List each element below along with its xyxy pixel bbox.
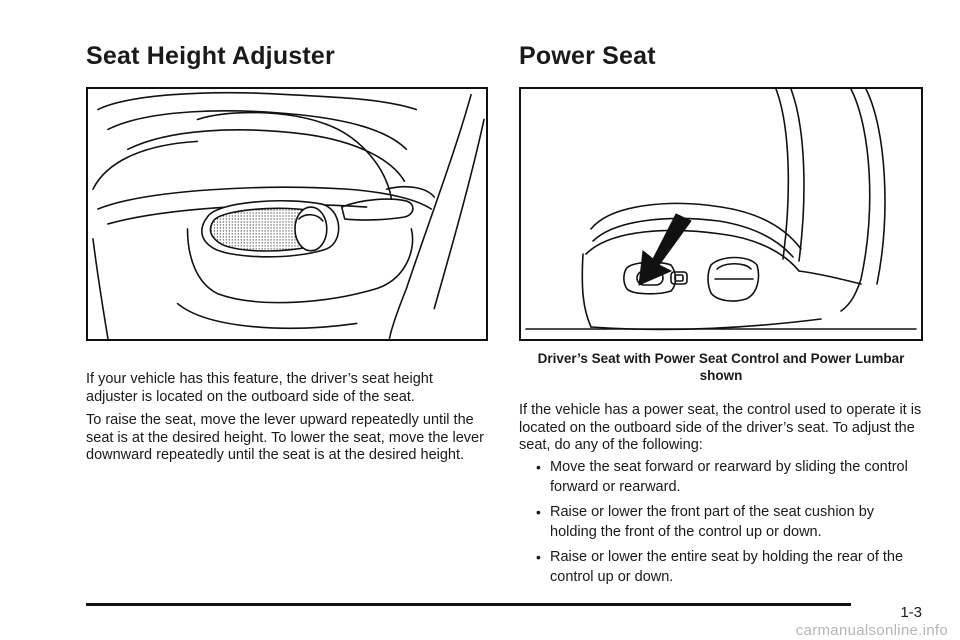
power-seat-intro-text: If the vehicle has a power seat, the control used to operate it is located on the outboard side of the driver’s seat. To adjust the seat, do any of the following: (519, 402, 922, 453)
list-item-text: Move the seat forward or rearward by sliding the control forward or rearward. (550, 459, 908, 495)
seat-height-adjuster-illustration (86, 87, 488, 341)
seat-lever-drawing (88, 89, 486, 339)
footer-rule (86, 603, 851, 606)
power-seat-adjustment-list (519, 458, 923, 593)
section-heading-power-seat: Power Seat (519, 42, 656, 70)
list-item (519, 458, 923, 497)
list-item-text: Raise or lower the front part of the seat cushion by holding the front of the control up or down. (550, 504, 875, 540)
seat-height-adjuster-location-text: If your vehicle has this feature, the driver’s seat height adjuster is located on the outboard side of the seat. (86, 371, 433, 405)
power-seat-drawing (521, 89, 921, 339)
section-heading-seat-height-adjuster: Seat Height Adjuster (86, 42, 335, 70)
watermark: carmanualsonline.info (795, 622, 948, 639)
power-seat-illustration (519, 87, 923, 341)
bullet-icon: • (536, 504, 541, 520)
list-item (519, 548, 923, 587)
bullet-icon: • (536, 459, 541, 475)
bullet-icon: • (536, 549, 541, 565)
list-item-text: Raise or lower the entire seat by holding the rear of the control up or down. (550, 549, 904, 585)
power-seat-figure-caption: Driver’s Seat with Power Seat Control and Power Lumbar shown (537, 351, 905, 383)
seat-height-adjuster-instructions-text: To raise the seat, move the lever upward repeatedly until the seat is at the desired height. To lower the seat, move the lever downward repeatedly until the seat is at the desired height. (86, 412, 484, 463)
page-number: 1-3 (900, 604, 922, 621)
list-item (519, 503, 923, 542)
